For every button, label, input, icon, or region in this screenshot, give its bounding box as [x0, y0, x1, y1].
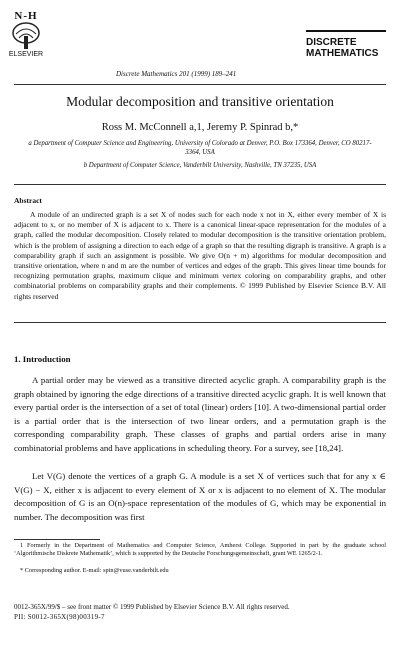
pii-line: PII: S0012-365X(98)00319-7 — [14, 613, 105, 621]
journal-citation: Discrete Mathematics 201 (1999) 189–241 — [116, 70, 237, 78]
publisher-logo — [8, 10, 44, 58]
brand-rule — [306, 30, 386, 32]
header-divider — [14, 84, 386, 85]
footnote-divider — [14, 539, 100, 540]
intro-paragraph-2: Let V(G) denote the vertices of a graph G. A module is a set X of vertices such that for any x ∈ V(G) − X, either x is adjacent to every element of X or x is adjacent to no element of X. The modular decomposition of G is an O(n)-space representation of the modules of G, which may be exponential in number. The decomposition was first — [14, 471, 386, 522]
journal-brand — [306, 37, 386, 59]
article-title: Modular decomposition and transitive orientation — [66, 94, 334, 109]
publisher-logo-text: N-H — [14, 10, 38, 22]
abstract-top-divider — [14, 184, 386, 185]
article-authors: Ross M. McConnell a,1, Jeremy P. Spinrad b,* — [101, 122, 299, 133]
abstract-text: A module of an undirected graph is a set X of nodes such for each node x not in X, either every member of X is adjacent to x, or no member of X is adjacent to x. There is a canonical linear-space representation for the modules of a graph, called the modular decomposition. Closely related to modular decomposition is the transitive orientation problem, which is the problem of assigning a direction to each edge of a graph so that the resulting digraph is transitive. A graph is a comparability graph if such an assignment is possible. We give O(n + m) algorithms for modular decomposition and transitive orientation, where n and m are the number of vertices and edges of the graph. This gives linear time bounds for recognizing permutation graphs, maximum clique and minimum vertex coloring on comparability graphs, and other combinatorial problems on comparability graphs and their complements. © 1999 Published by Elsevier Science B.V. All rights reserved — [14, 210, 386, 301]
footnote-1: 1 Formerly in the Department of Mathematics and Computer Science, Amherst College. Supported in part by the graduate school ‘Algorithmische Diskrete Mathematik’, which is supported by the Deutsche Forschungsgemeinschaft, grant WE 1265/2-1. — [14, 542, 386, 557]
abstract-bottom-divider — [14, 322, 386, 323]
footnote-corresponding: * Corresponding author. E-mail: spin@vuse.vanderbilt.edu — [20, 567, 169, 574]
brand-line-2: MATHEMATICS — [306, 48, 379, 59]
brand-line-1: DISCRETE — [306, 37, 357, 48]
intro-paragraph-1: A partial order may be viewed as a transitive directed acyclic graph. A comparability graph is the graph obtained by ignoring the edge directions of a transitive directed acyclic graph. It is well known that every partial order is the intersection of a set of total (linear) orders [10]. A two-dimensional partial order is a partial order that is the intersection of two linear orders, and a permutation graph is the corresponding comparability graph. These classes of graphs and partial orders arise in many combinatorial problems and have applications in scheduling theory. For a survey, see [18,24]. — [14, 375, 386, 453]
abstract-heading: Abstract — [14, 196, 42, 205]
affiliation-b: b Department of Computer Science, Vanderbilt University, Nashville, TN 37235, USA — [83, 162, 317, 169]
tree-icon — [11, 22, 41, 50]
section-heading: 1. Introduction — [14, 354, 71, 364]
affiliation-a: a Department of Computer Science and Engineering, University of Colorado at Denver, P.O. Box 173364, Denver, CO 80217-3364, USA — [28, 140, 372, 156]
copyright-line: 0012-365X/99/$ – see front matter © 1999 Published by Elsevier Science B.V. All rights reserved. — [14, 603, 290, 611]
publisher-name: ELSEVIER — [8, 51, 44, 58]
